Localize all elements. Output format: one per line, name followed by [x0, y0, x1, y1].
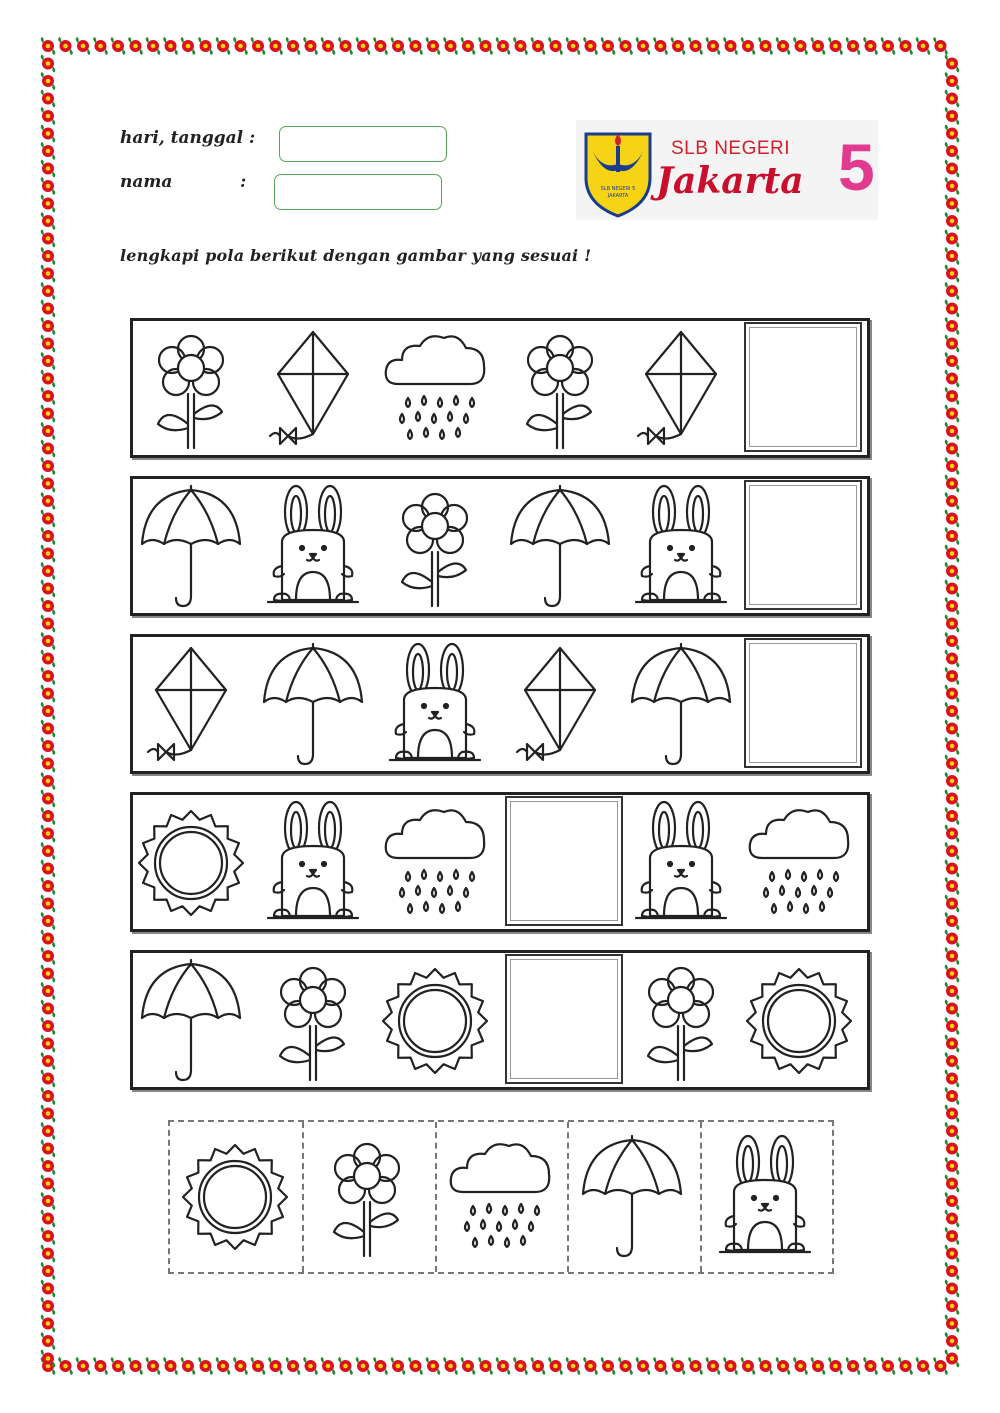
flower-icon [505, 324, 615, 454]
cutout-flower-icon[interactable] [312, 1132, 422, 1262]
sun-icon [136, 798, 246, 928]
svg-text:JAKARTA: JAKARTA [607, 193, 629, 199]
logo-city: Jakarta [656, 160, 804, 202]
school-logo [576, 120, 878, 220]
cut-line [700, 1122, 702, 1272]
umbrella-icon [258, 640, 368, 770]
bunny-icon [626, 482, 736, 612]
cutout-umbrella-icon[interactable] [577, 1132, 687, 1262]
flower-icon [626, 956, 736, 1086]
answer-blank[interactable] [505, 796, 623, 926]
cut-line [302, 1122, 304, 1272]
cut-line [435, 1122, 437, 1272]
date-label: hari, tanggal : [120, 128, 256, 148]
flower-icon [136, 324, 246, 454]
rain-cloud-icon [380, 324, 490, 454]
answer-blank[interactable] [505, 954, 623, 1084]
school-emblem-icon [576, 120, 660, 220]
sun-icon [380, 956, 490, 1086]
cut-line [567, 1122, 569, 1272]
cutout-bunny-icon[interactable] [710, 1132, 820, 1262]
flower-icon [380, 482, 490, 612]
rain-cloud-icon [380, 798, 490, 928]
kite-icon [136, 640, 246, 770]
answer-blank[interactable] [744, 638, 862, 768]
flower-icon [258, 956, 368, 1086]
umbrella-icon [136, 956, 246, 1086]
sun-icon [744, 956, 854, 1086]
instruction-text: lengkapi pola berikut dengan gambar yang sesuai ! [120, 246, 592, 265]
bunny-icon [258, 798, 368, 928]
date-field[interactable] [279, 126, 447, 162]
umbrella-icon [626, 640, 736, 770]
bunny-icon [258, 482, 368, 612]
kite-icon [626, 324, 736, 454]
cutout-sun-icon[interactable] [180, 1132, 290, 1262]
name-colon: : [240, 172, 247, 192]
answer-blank[interactable] [744, 480, 862, 610]
answer-blank[interactable] [744, 322, 862, 452]
name-label: nama [120, 172, 173, 192]
umbrella-icon [505, 482, 615, 612]
cutout-rain-cloud-icon[interactable] [445, 1132, 555, 1262]
kite-icon [258, 324, 368, 454]
cutout-strip [168, 1120, 834, 1274]
kite-icon [505, 640, 615, 770]
bunny-icon [626, 798, 736, 928]
rain-cloud-icon [744, 798, 854, 928]
bunny-icon [380, 640, 490, 770]
logo-number: 5 [838, 130, 875, 204]
umbrella-icon [136, 482, 246, 612]
logo-title: SLB NEGERI [671, 138, 791, 159]
svg-text:SLB NEGERI 5: SLB NEGERI 5 [600, 186, 636, 192]
name-field[interactable] [274, 174, 442, 210]
